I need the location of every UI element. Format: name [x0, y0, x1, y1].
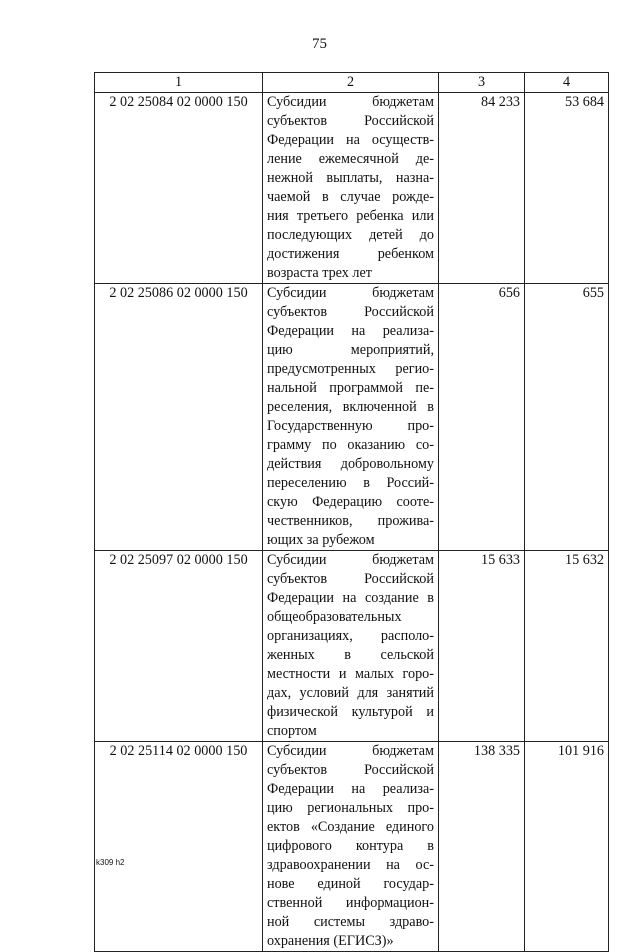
- amount-col4-cell: 101 916: [525, 742, 609, 952]
- description-cell: [263, 93, 439, 284]
- budget-code-cell: 2 02 25086 02 0000 150: [95, 284, 263, 551]
- table-header-row: [95, 73, 609, 93]
- description-line: предусмотренных регио-: [267, 361, 434, 377]
- description-line: ющих за рубежом: [267, 532, 375, 548]
- description-line: нальной программой пе-: [267, 380, 434, 396]
- description-line: Субсидии бюджетам: [267, 94, 434, 110]
- description-line: цию мероприятий,: [267, 342, 434, 358]
- description-line: скую Федерацию соотe-: [267, 494, 434, 510]
- description-line: Субсидии бюджетам: [267, 285, 434, 301]
- budget-code-cell: 2 02 25084 02 0000 150: [95, 93, 263, 284]
- description-line: местности и малых горо-: [267, 666, 434, 682]
- description-line: переселению в Россий-: [267, 475, 434, 491]
- description-line: цифрового контура в: [267, 838, 434, 854]
- description-line: действия добровольному: [267, 456, 434, 472]
- description-line: Субсидии бюджетам: [267, 743, 434, 759]
- table-row: [95, 551, 609, 742]
- description-line: Федерации на осуществ-: [267, 132, 434, 148]
- description-cell: [263, 284, 439, 551]
- description-line: ной системы здраво-: [267, 914, 434, 930]
- description-line: женных в сельской: [267, 647, 434, 663]
- description-line: последующих детей до: [267, 227, 434, 243]
- table-row: [95, 742, 609, 952]
- description-cell: [263, 742, 439, 952]
- description-line: Федерации на создание в: [267, 590, 434, 606]
- budget-code-cell: 2 02 25097 02 0000 150: [95, 551, 263, 742]
- amount-col4-cell: 53 684: [525, 93, 609, 284]
- description-line: реселения, включенной в: [267, 399, 434, 415]
- description-line: субъектов Российской: [267, 113, 434, 129]
- description-line: Субсидии бюджетам: [267, 552, 434, 568]
- budget-code-cell: 2 02 25114 02 0000 150: [95, 742, 263, 952]
- column-header-3: 3: [439, 73, 525, 93]
- description-line: Федерации на реализа-: [267, 323, 434, 339]
- description-line: чаемой в случае рожде-: [267, 189, 434, 205]
- description-line: ния третьего ребенка или: [267, 208, 434, 224]
- description-line: чественников, прожива-: [267, 513, 434, 529]
- budget-table: [94, 72, 609, 952]
- footer-code: k309 h2: [96, 858, 125, 867]
- description-line: Государственную про-: [267, 418, 434, 434]
- description-line: здравоохранении на ос-: [267, 857, 434, 873]
- description-line: общеобразовательных: [267, 609, 402, 625]
- description-line: субъектов Российской: [267, 571, 434, 587]
- description-line: охранения (ЕГИСЗ)»: [267, 933, 394, 949]
- description-line: ектов «Создание единого: [267, 819, 434, 835]
- amount-col3-cell: 656: [439, 284, 525, 551]
- description-line: ственной информацион-: [267, 895, 434, 911]
- description-line: ление ежемесячной де-: [267, 151, 434, 167]
- description-line: нове единой государ-: [267, 876, 434, 892]
- amount-col4-cell: 15 632: [525, 551, 609, 742]
- column-header-1: 1: [95, 73, 263, 93]
- amount-col3-cell: 15 633: [439, 551, 525, 742]
- description-line: возраста трех лет: [267, 265, 373, 281]
- column-header-2: 2: [263, 73, 439, 93]
- amount-col3-cell: 84 233: [439, 93, 525, 284]
- column-header-4: 4: [525, 73, 609, 93]
- amount-col4-cell: 655: [525, 284, 609, 551]
- description-line: спортом: [267, 723, 317, 739]
- table-row: [95, 284, 609, 551]
- description-line: Федерации на реализа-: [267, 781, 434, 797]
- description-line: дах, условий для занятий: [267, 685, 434, 701]
- description-line: грамму по оказанию со-: [267, 437, 434, 453]
- description-line: субъектов Российской: [267, 762, 434, 778]
- description-line: цию региональных про-: [267, 800, 434, 816]
- amount-col3-cell: 138 335: [439, 742, 525, 952]
- table-row: [95, 93, 609, 284]
- page-number: 75: [312, 36, 327, 52]
- description-line: организациях, располо-: [267, 628, 434, 644]
- description-line: субъектов Российской: [267, 304, 434, 320]
- description-line: нежной выплаты, назна-: [267, 170, 434, 186]
- description-line: достижения ребенком: [267, 246, 434, 262]
- description-cell: [263, 551, 439, 742]
- description-line: физической культурой и: [267, 704, 434, 720]
